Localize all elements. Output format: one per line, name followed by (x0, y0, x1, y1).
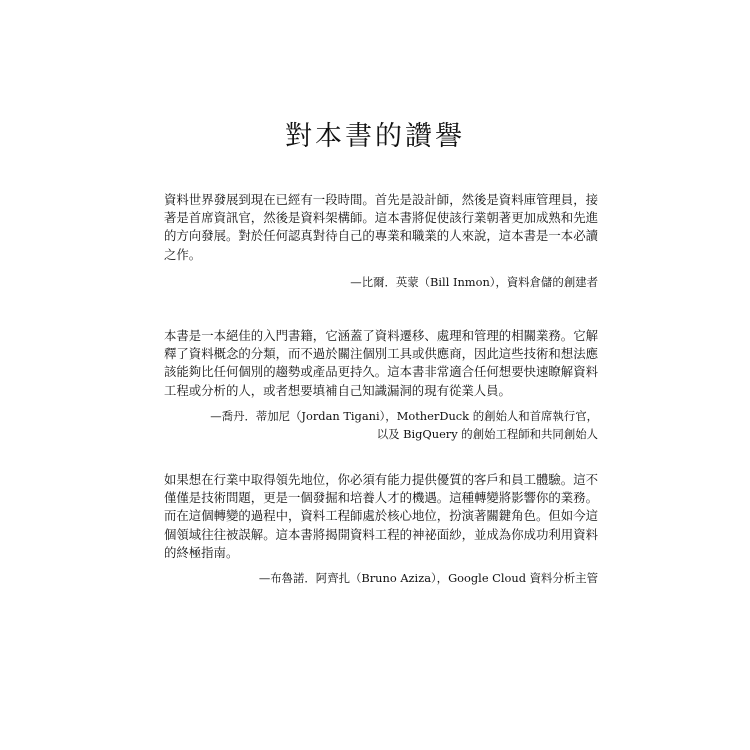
quote-attribution: —比爾．英蒙（Bill Inmon），資料倉儲的創建者 (350, 274, 598, 289)
quote-text: 如果想在行業中取得領先地位，你必須有能力提供優質的客戶和員工體驗。這不僅僅是技術問題，更是一個發掘和培養人才的機遇。這種轉變將影響你的業務。而在這個轉變的過程中，資料工程師處於核心地位，扮演著關鍵角色。但如今這個領域往往被誤解。這本書將揭開資料工程的神祕面紗，並成為你成功利用資料的終極指南。 (164, 472, 598, 560)
quote-text: 本書是一本絕佳的入門書籍，它涵蓋了資料遷移、處理和管理的相關業務。它解釋了資料概念的分類，而不過於關注個別工具或供應商，因此這些技術和想法應該能夠比任何個別的趨勢或產品更持久。這本書非常適合任何想要快速瞭解資料工程或分析的人，或者想要填補自己知識漏洞的現有從業人員。 (164, 328, 598, 398)
quote-attribution: —布魯諾．阿齊扎（Bruno Aziza），Google Cloud 資料分析主管 (258, 571, 598, 586)
quote-text: 資料世界發展到現在已經有一段時間。首先是設計師，然後是資料庫管理員，接著是首席資訊官，然後是資料架構師。這本書將促使該行業朝著更加成熟和先進的方向發展。對於任何認真對待自己的專業和職業的人來說，這本書是一本必讀之作。 (164, 192, 598, 262)
quote-attribution: —喬丹．蒂加尼（Jordan Tigani），MotherDuck 的創始人和首席執行官， (210, 408, 598, 423)
page-title: 對本書的讚譽 (285, 121, 465, 152)
praise-quote (164, 327, 598, 443)
praise-quote (164, 471, 598, 587)
quote-attribution-continued: 以及 BigQuery 的創始工程師和共同創始人 (376, 426, 598, 441)
praise-quote (164, 191, 598, 291)
